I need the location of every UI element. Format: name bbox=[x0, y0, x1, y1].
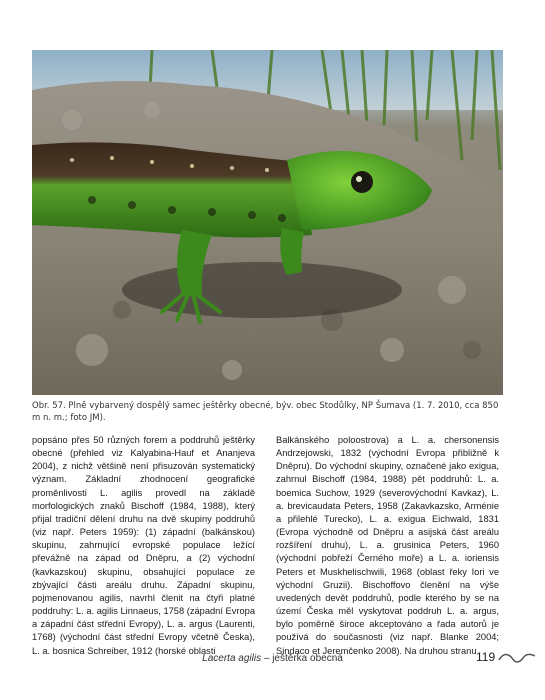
figure-caption: Obr. 57. Plně vybarvený dospělý samec ještěrky obecné, býv. obec Stodůlky, NP Šumava (1. 7. 2010, cca 850 m n. m.; foto JM). bbox=[32, 401, 499, 423]
page-number: 119 bbox=[476, 650, 496, 664]
footer-species-latin: Lacerta agilis bbox=[202, 653, 262, 664]
decorative-swirl-icon bbox=[497, 648, 537, 668]
body-text-left-column bbox=[32, 434, 255, 658]
lizard-photo bbox=[32, 50, 503, 395]
body-text-right-column bbox=[276, 434, 499, 658]
right-column-paragraph: Balkánského poloostrova) a L. a. chersonensis Andrzejowski, 1832 (východní Evropa přibližně k Dněpru). Do východní skupiny, označené jako exigua, zahrnul Bischoff (1984, 1988) pět poddruhů: L. a. boemica Suchow, 1929 (severovýchodní Kavkaz), L. a. brevicaudata Peters, 1958 (Zakavkazsko, Arménie a přilehlé Turecko), L. a. exigua Eichwald, 1831 (Evropa východně od Dněpru a asijská část areálu rozšíření druhu), L. a. grusinica Peters, 1960 (východní pobřeží Černého moře) a L. a. ioriensis Peters et Muskhelischwili, 1968 (oblast řeky Iori ve východní Gruzii). Bischoffovo členění na výše uvedených devět poddruhů, podle kterého by se na území Česka měl vyskytovat poddruh L. a. argus, bylo poměrně široce akceptováno a řada autorů je používá do současnosti (viz např. Blanke 2004; Sindaco et Jeremčenko 2008). Na druhou stranu bbox=[276, 435, 499, 656]
left-column-paragraph: popsáno přes 50 různých forem a poddruhů ještěrky obecné (přehled viz Kalyabina-Hauf et Ananjeva 2004), z nichž většině není přisuzován systematický význam. Základní zhodnocení geografické proměnlivosti L. agilis provedl na základě morfologických znaků Bischoff (1984, 1988), který přijal tradiční dělení druhu na dvě skupiny poddruhů (viz např. Peters 1959): (1) západní (balkánskou) skupinu, zahrnující evropské populace ležící převážně na západ od Dněpru, a (2) východní (kavkazskou) skupinu, obsahující populace ze zbývající části areálu druhu. Západní skupinu, pojmenovanou agilis, navrhl členit na čtyři platné poddruhy: L. a. agilis Linnaeus, 1758 (západní Evropa a západní část střední Evropy), L. a. argus (Laurenti, 1768) (východní část střední Evropy včetně Česka), L. a. bosnica Schreiber, 1912 (horské oblasti bbox=[32, 435, 255, 656]
footer-species-czech: – ještěrka obecná bbox=[261, 653, 343, 664]
lizard-illustration bbox=[32, 50, 503, 395]
running-footer bbox=[0, 653, 545, 664]
